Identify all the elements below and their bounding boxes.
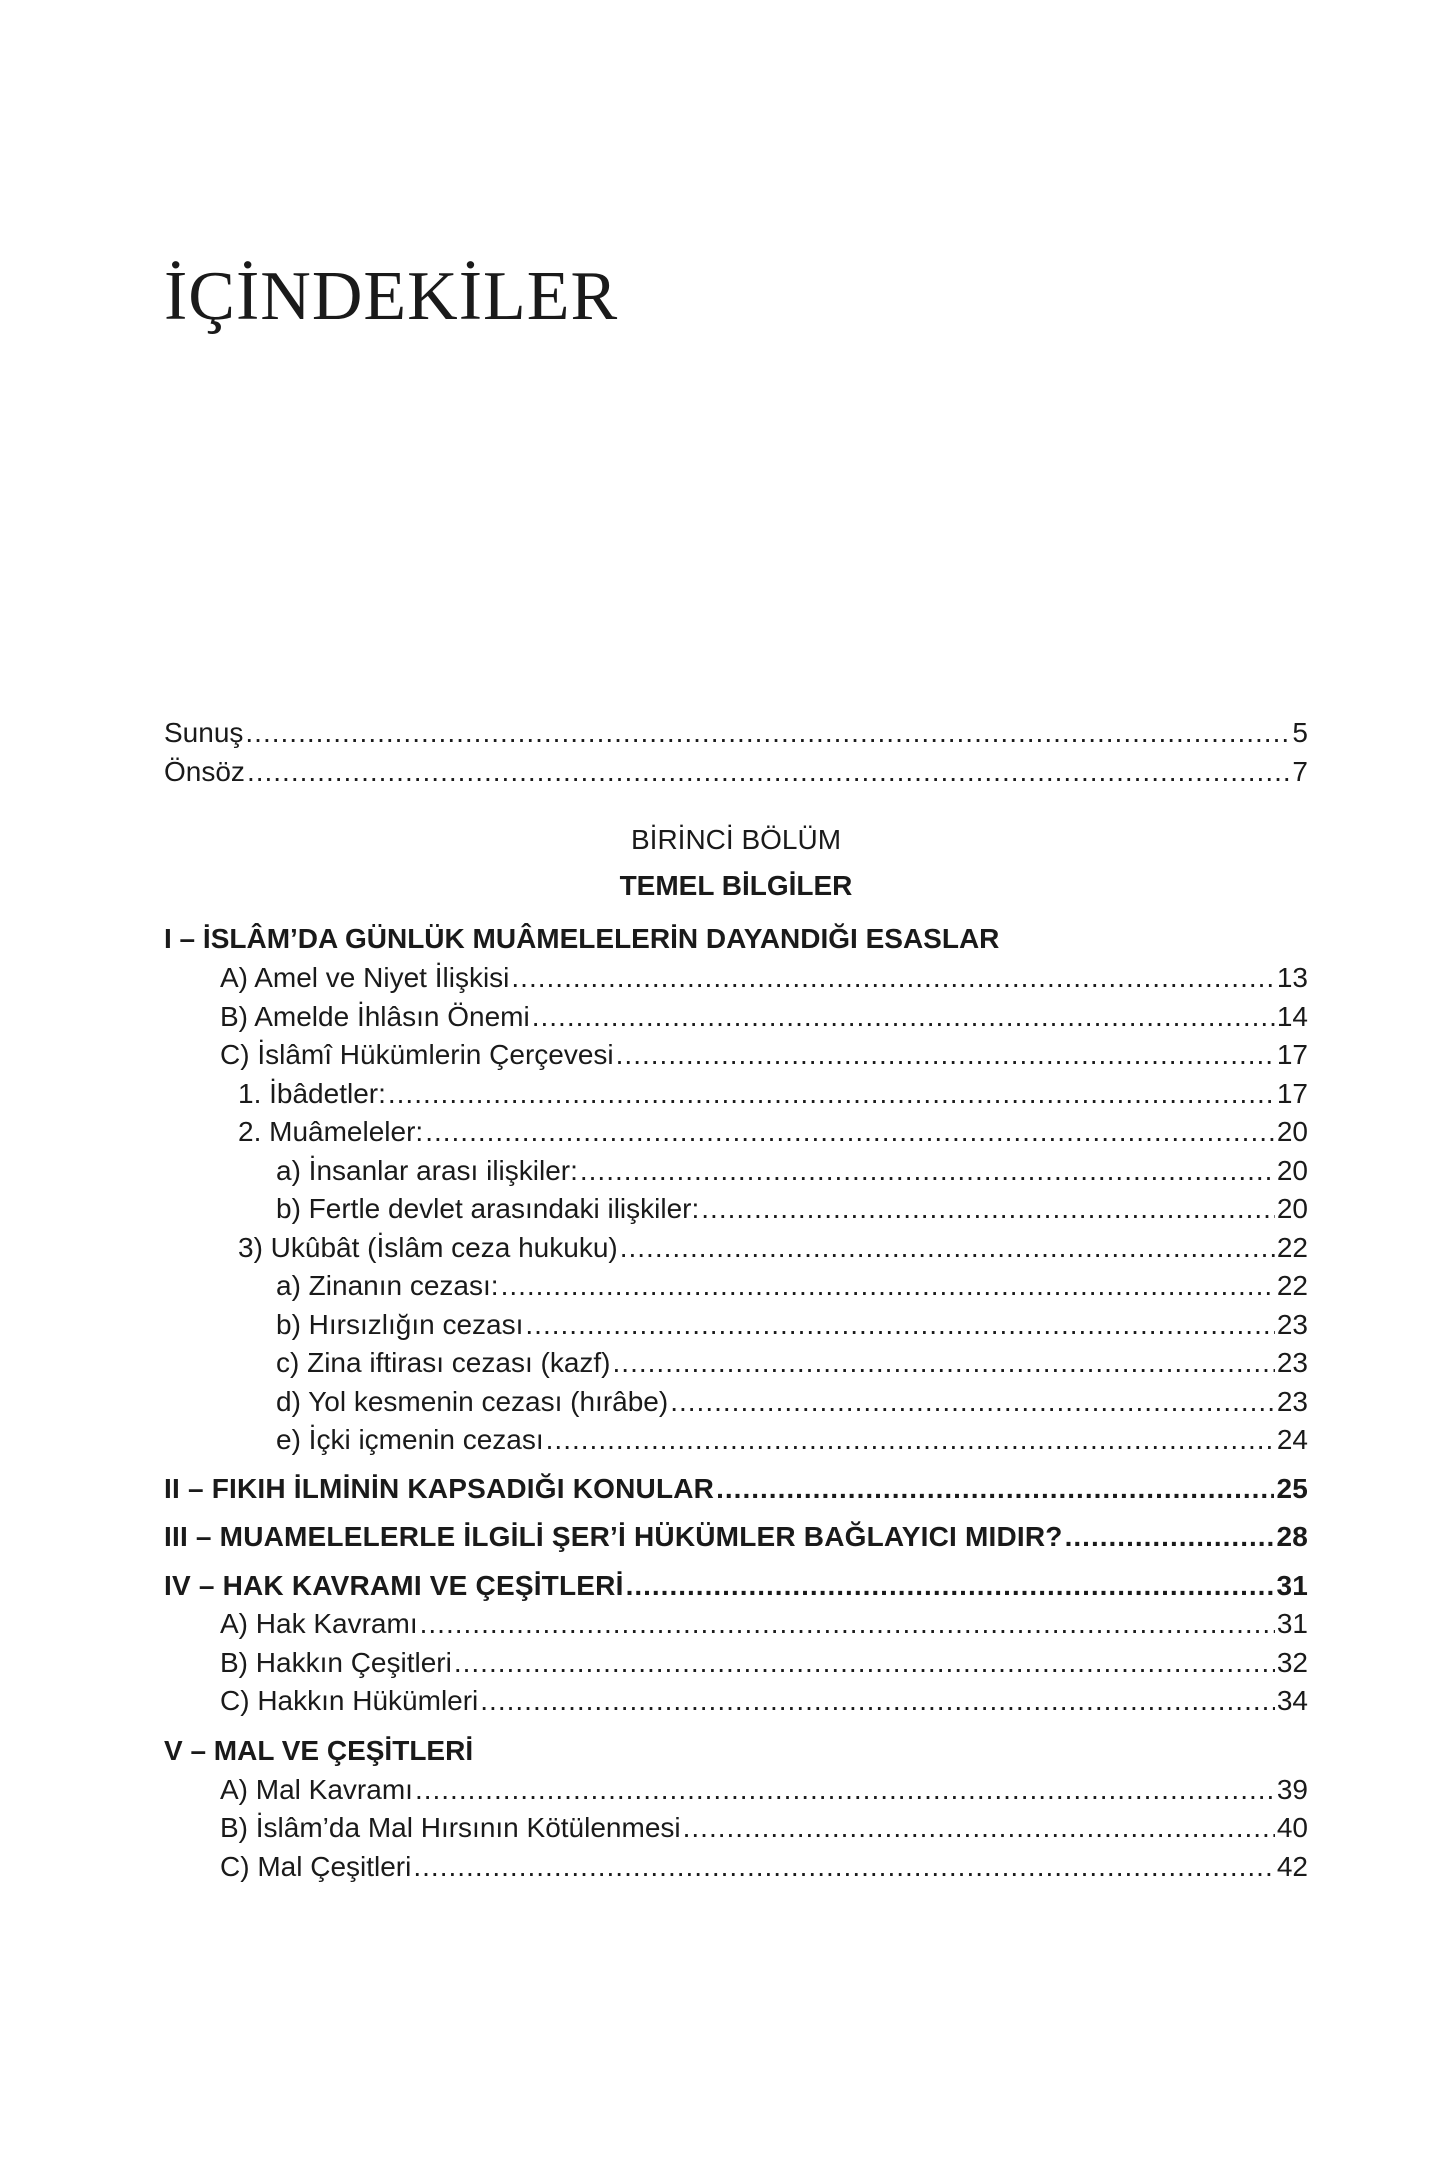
dot-leader — [1065, 1518, 1275, 1557]
toc-entry-label: 3) Ukûbât (İslâm ceza hukuku) — [238, 1231, 618, 1263]
toc-page-number: 20 — [1276, 1193, 1308, 1224]
toc-entry-sunus[interactable] — [164, 714, 1308, 753]
toc-entry-label: III – MUAMELELERLE İLGİLİ ŞER’İ HÜKÜMLER BAĞLAYICI MIDIR? — [164, 1521, 1063, 1552]
toc-page-number: 23 — [1276, 1385, 1308, 1417]
dot-leader — [616, 1036, 1275, 1075]
toc-entry[interactable] — [164, 1306, 1308, 1345]
toc-page-number: 31 — [1276, 1569, 1308, 1601]
toc-entry-label: Önsöz — [164, 755, 245, 787]
toc-page-number: 25 — [1276, 1472, 1308, 1504]
section-heading-1[interactable]: I – İSLÂM’DA GÜNLÜK MUÂMELELERİN DAYANDIĞI ESASLAR — [164, 923, 1000, 954]
dot-leader — [501, 1267, 1275, 1306]
toc-entry-label: 1. İbâdetler: — [238, 1077, 386, 1109]
toc-entry-onsoz[interactable] — [164, 753, 1308, 792]
part-number: BİRİNCİ BÖLÜM — [630, 824, 842, 855]
toc-page-number: 40 — [1276, 1812, 1308, 1843]
table-of-contents — [164, 714, 1308, 1886]
toc-entry[interactable] — [164, 1113, 1308, 1152]
toc-entry[interactable] — [164, 1644, 1308, 1683]
toc-entry-label: b) Fertle devlet arasındaki ilişkiler: — [276, 1193, 700, 1224]
toc-entry-label: Sunuş — [164, 717, 244, 748]
toc-page-number: 34 — [1276, 1685, 1308, 1716]
dot-leader — [670, 1383, 1275, 1422]
dot-leader — [415, 1771, 1275, 1810]
toc-entry[interactable] — [164, 1036, 1308, 1075]
toc-entry-label: B) İslâm’da Mal Hırsının Kötülenmesi — [220, 1812, 681, 1843]
toc-entry[interactable] — [164, 1421, 1308, 1460]
toc-entry-label: d) Yol kesmenin cezası (hırâbe) — [276, 1385, 669, 1417]
dot-leader — [425, 1113, 1275, 1152]
toc-entry-label: 2. Muâmeleler: — [238, 1116, 424, 1147]
toc-entry[interactable] — [164, 1190, 1308, 1229]
toc-page-number: 20 — [1276, 1116, 1308, 1147]
dot-leader — [716, 1470, 1274, 1509]
toc-entry-label: C) İslâmî Hükümlerin Çerçevesi — [220, 1039, 614, 1070]
section-entry-4[interactable] — [164, 1567, 1308, 1606]
toc-page-number: 14 — [1276, 1000, 1308, 1032]
toc-entry-label: e) İçki içmenin cezası — [276, 1424, 544, 1455]
toc-page-number: 31 — [1276, 1608, 1308, 1639]
toc-entry-label: A) Mal Kavramı — [220, 1773, 413, 1805]
dot-leader — [420, 1605, 1275, 1644]
toc-entry-label: B) Amelde İhlâsın Önemi — [220, 1000, 530, 1032]
section-heading-5[interactable]: V – MAL VE ÇEŞİTLERİ — [164, 1734, 474, 1766]
dot-leader — [546, 1421, 1275, 1460]
dot-leader — [388, 1075, 1275, 1114]
toc-entry-label: c) Zina iftirası cezası (kazf) — [276, 1347, 611, 1378]
toc-entry[interactable] — [164, 998, 1308, 1037]
toc-page-number: 24 — [1276, 1424, 1308, 1455]
toc-page-number: 32 — [1276, 1646, 1308, 1678]
toc-page-number: 28 — [1276, 1521, 1308, 1552]
toc-entry[interactable] — [164, 1605, 1308, 1644]
toc-page-number: 5 — [1292, 717, 1308, 748]
dot-leader — [480, 1682, 1275, 1721]
dot-leader — [454, 1644, 1275, 1683]
toc-page-number: 17 — [1276, 1077, 1308, 1109]
toc-entry[interactable] — [164, 1809, 1308, 1848]
toc-page-number: 23 — [1276, 1347, 1308, 1378]
toc-page-number: 42 — [1276, 1850, 1308, 1882]
toc-entry-label: C) Hakkın Hükümleri — [220, 1685, 479, 1716]
toc-entry-label: II – FIKIH İLMİNİN KAPSADIĞI KONULAR — [164, 1472, 715, 1504]
dot-leader — [580, 1152, 1275, 1191]
dot-leader — [245, 714, 1290, 753]
toc-entry-label: A) Amel ve Niyet İlişkisi — [220, 962, 510, 993]
toc-entry[interactable] — [164, 1152, 1308, 1191]
toc-page-number: 17 — [1276, 1039, 1308, 1070]
toc-entry-label: B) Hakkın Çeşitleri — [220, 1646, 452, 1678]
toc-entry-label: a) Zinanın cezası: — [276, 1270, 499, 1301]
dot-leader — [511, 959, 1274, 998]
dot-leader — [620, 1229, 1275, 1268]
dot-leader — [683, 1809, 1275, 1848]
dot-leader — [413, 1848, 1274, 1887]
dot-leader — [626, 1567, 1275, 1606]
toc-entry-label: IV – HAK KAVRAMI VE ÇEŞİTLERİ — [164, 1569, 624, 1601]
toc-entry[interactable] — [164, 1682, 1308, 1721]
toc-entry-label: a) İnsanlar arası ilişkiler: — [276, 1154, 578, 1186]
toc-entry-label: A) Hak Kavramı — [220, 1608, 418, 1639]
dot-leader — [525, 1306, 1274, 1345]
toc-entry[interactable] — [164, 1075, 1308, 1114]
toc-page-number: 22 — [1276, 1231, 1308, 1263]
toc-entry[interactable] — [164, 1848, 1308, 1887]
toc-entry[interactable] — [164, 1771, 1308, 1810]
toc-entry[interactable] — [164, 1344, 1308, 1383]
toc-entry[interactable] — [164, 1383, 1308, 1422]
page-title: İÇİNDEKİLER — [164, 258, 619, 335]
toc-entry-label: C) Mal Çeşitleri — [220, 1850, 412, 1882]
toc-page-number: 22 — [1276, 1270, 1308, 1301]
toc-page-number: 39 — [1276, 1773, 1308, 1805]
toc-entry[interactable] — [164, 1229, 1308, 1268]
dot-leader — [247, 753, 1290, 792]
toc-page-number: 13 — [1276, 962, 1308, 993]
toc-page-number: 20 — [1276, 1154, 1308, 1186]
toc-page-number: 23 — [1276, 1308, 1308, 1340]
toc-entry-label: b) Hırsızlığın cezası — [276, 1308, 524, 1340]
toc-entry[interactable] — [164, 959, 1308, 998]
section-entry-2[interactable] — [164, 1470, 1308, 1509]
toc-page-number: 7 — [1292, 755, 1308, 787]
dot-leader — [613, 1344, 1275, 1383]
part-title: TEMEL BİLGİLER — [619, 870, 853, 901]
dot-leader — [532, 998, 1275, 1037]
toc-entry[interactable] — [164, 1267, 1308, 1306]
dot-leader — [701, 1190, 1275, 1229]
section-entry-3[interactable] — [164, 1518, 1308, 1557]
